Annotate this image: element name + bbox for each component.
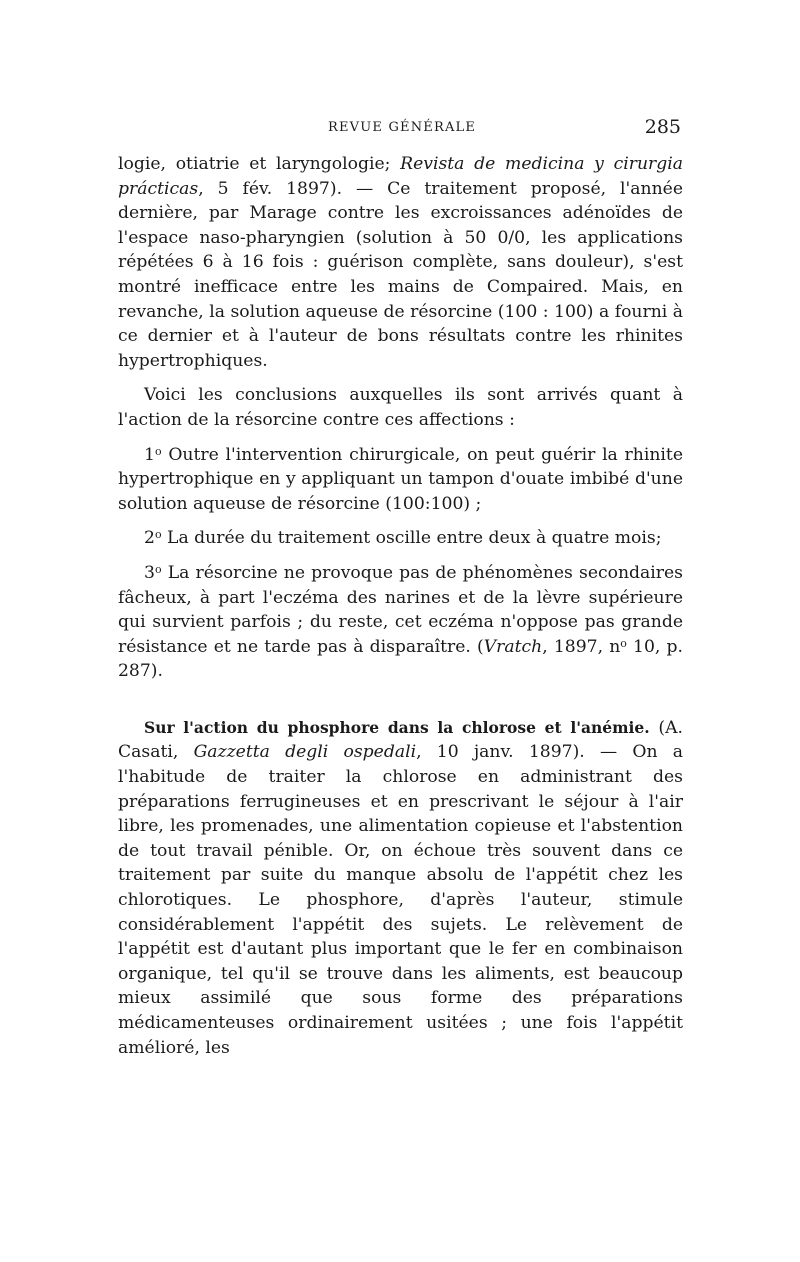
journal-title: Gazzetta degli ospedali xyxy=(193,742,417,763)
page-number: 285 xyxy=(644,116,681,138)
text-run: 10, p. 287). xyxy=(118,636,683,682)
text-run: logie, otiatrie et laryngologie; xyxy=(118,154,401,174)
text-run: , 10 janv. 1897). — On a l'habitude de traiter la chlorose en administrant des préparations ferrugineuses et en prescrivant le séjour à l'air libre, les promenades, une alimentation copieuse et l'abstention de tout travail pénible. Or, on échoue très souvent dans ce traitement par suite du manque absolu de l'appétit chez les chlorotiques. Le phosphore, d'après l'auteur, stimule considérablement l'appétit des sujets. Le relèvement de l'appétit est d'autant plus important que le fer en combinaison organique, tel qu'il se trouve dans les aliments, est beaucoup mieux assimilé que sous forme des préparations médicamenteuses ordinairement usitées ; une fois l'appétit amélioré, les xyxy=(118,742,683,1058)
paragraph-conclusion-1 xyxy=(118,443,683,517)
ordinal-marker: o xyxy=(154,528,162,542)
journal-title: Revista de medicina y cirurgia prácticas xyxy=(118,154,683,199)
text-run: , 5 fév. 1897). — Ce traitement proposé, l'année dernière, par Marage contre les excroissances adénoïdes de l'espace naso-pharyngien (solution à 50 0/0, les applications répétées 6 à 16 fois : guérison complète, sans douleur), s'est montré inefficace entre les mains de Compaired. Mais, en revanche, la solution aqueuse de résorcine (100 : 100) a fourni à ce dernier et à l'auteur de bons résultats contre les rhinites hypertrophiques. xyxy=(118,178,683,371)
paragraph-continuation xyxy=(118,152,683,373)
article-heading: Sur l'action du phosphore dans la chlorose et l'anémie. xyxy=(144,717,650,737)
text-run: , 1897, n xyxy=(542,636,621,657)
ordinal-marker: o xyxy=(154,562,162,576)
paragraph-conclusion-3 xyxy=(118,561,683,684)
running-title: REVUE GÉNÉRALE xyxy=(328,120,477,135)
text-run: La durée du traitement oscille entre deux à quatre mois; xyxy=(161,528,662,549)
list-number: 3 xyxy=(144,562,155,583)
text-run: (A. Casati, xyxy=(118,717,684,763)
text-run: La résorcine ne provoque pas de phénomènes secondaires fâcheux, à part l'eczéma des narines et de la lèvre supérieure qui survient parfois ; du reste, cet eczéma n'oppose pas grande résistance et ne tarde pas à disparaître. ( xyxy=(118,562,683,657)
text-run: Outre l'intervention chirurgicale, on peut guérir la rhinite hypertrophique en y appliquant un tampon d'ouate imbibé d'une solution aqueuse de résorcine (100:100) ; xyxy=(118,444,683,514)
book-page xyxy=(118,116,683,1060)
running-head xyxy=(118,116,683,142)
paragraph-conclusion-2 xyxy=(118,526,683,551)
list-number: 2 xyxy=(144,528,155,549)
paragraph-conclusions-intro: Voici les conclusions auxquelles ils sont arrivés quant à l'action de la résorcine contre ces affections : xyxy=(118,385,683,430)
ordinal-marker: o xyxy=(620,636,627,650)
ordinal-marker: o xyxy=(154,444,162,458)
article-phosphore xyxy=(118,716,683,1060)
list-number: 1 xyxy=(144,444,155,465)
journal-title: Vratch xyxy=(483,636,543,657)
